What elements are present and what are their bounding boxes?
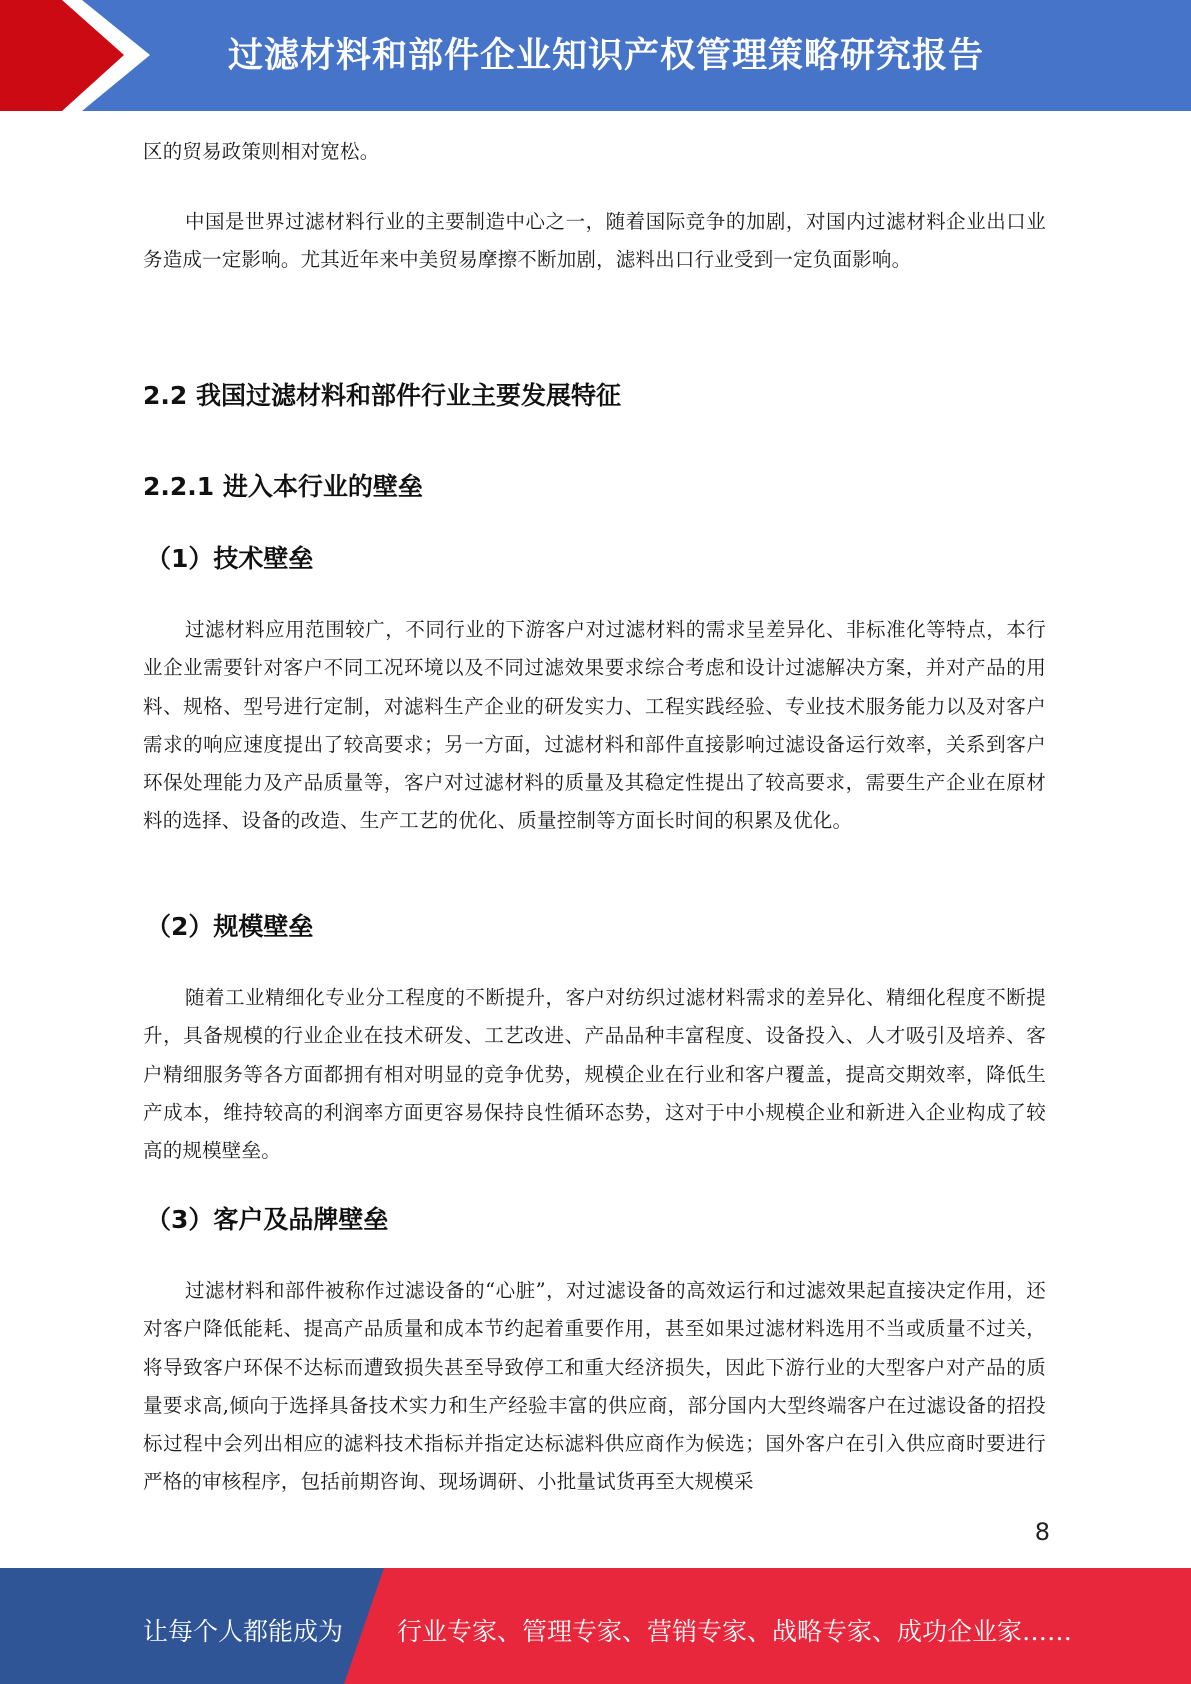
section-heading-2-2-1: 2.2.1 进入本行业的壁垒 [143,472,423,501]
report-title: 过滤材料和部件企业知识产权管理策略研究报告 [228,36,985,76]
paragraph-trade-policy-tail: 区的贸易政策则相对宽松。 [143,140,380,163]
header-banner [0,0,1191,111]
page-number: 8 [1034,1518,1050,1546]
footer-slogan-right: 行业专家、管理专家、营销专家、战略专家、成功企业家…… [397,1617,1073,1646]
header-chevron-icon [0,0,160,111]
paragraph-customer-brand-barrier: 过滤材料和部件被称作过滤设备的“心脏”，对过滤设备的高效运行和过滤效果起直接决定作用，还对客户降低能耗、提高产品质量和成本节约起着重要作用，甚至如果过滤材料选用不当或质量不过关，将导致客户环保不达标而遭致损失甚至导致停工和重大经济损失，因此下游行业的大型客户对产品的质量要求高,倾向于选择具备技术实力和生产经验丰富的供应商，部分国内大型终端客户在过滤设备的招投标过程中会列出相应的滤料技术指标并指定达标滤料供应商作为候选；国外客户在引入供应商时要进行严格的审核程序，包括前期咨询、现场调研、小批量试货再至大规模采 [143,1279,1046,1494]
paragraph-technical-barrier: 过滤材料应用范围较广，不同行业的下游客户对过滤材料的需求呈差异化、非标准化等特点，本行业企业需要针对客户不同工况环境以及不同过滤效果要求综合考虑和设计过滤解决方案，并对产品的用料、规格、型号进行定制，对滤料生产企业的研发实力、工程实践经验、专业技术服务能力以及对客户需求的响应速度提出了较高要求；另一方面，过滤材料和部件直接影响过滤设备运行效率，关系到客户环保处理能力及产品质量等，客户对过滤材料的质量及其稳定性提出了较高要求，需要生产企业在原材料的选择、设备的改造、生产工艺的优化、质量控制等方面长时间的积累及优化。 [143,618,1046,833]
footer-banner [0,1568,1191,1684]
section-heading-2-2: 2.2 我国过滤材料和部件行业主要发展特征 [143,381,621,410]
paragraph-china-manufacturing: 中国是世界过滤材料行业的主要制造中心之一，随着国际竞争的加剧，对国内过滤材料企业出口业务造成一定影响。尤其近年来中美贸易摩擦不断加剧，滤料出口行业受到一定负面影响。 [143,210,1046,272]
subheading-technical-barrier: （1）技术壁垒 [146,544,314,573]
paragraph-scale-barrier: 随着工业精细化专业分工程度的不断提升，客户对纺织过滤材料需求的差异化、精细化程度不断提升，具备规模的行业企业在技术研发、工艺改进、产品品种丰富程度、设备投入、人才吸引及培养、客户精细服务等各方面都拥有相对明显的竞争优势，规模企业在行业和客户覆盖，提高交期效率，降低生产成本，维持较高的利润率方面更容易保持良性循环态势，这对于中小规模企业和新进入企业构成了较高的规模壁垒。 [143,986,1046,1163]
footer-slogan-left: 让每个人都能成为 [143,1617,344,1646]
subheading-customer-brand-barrier: （3）客户及品牌壁垒 [146,1205,389,1234]
subheading-scale-barrier: （2）规模壁垒 [146,912,314,941]
